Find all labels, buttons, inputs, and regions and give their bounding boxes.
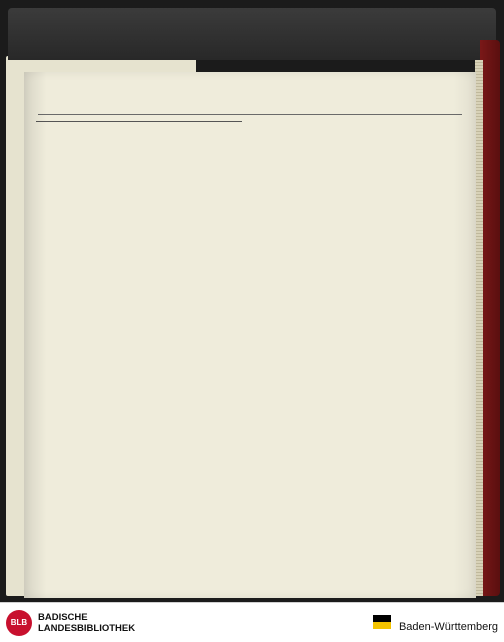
scanned-page [24,72,476,598]
library-name-line1: BADISCHE [38,612,88,623]
book-spine [480,40,500,596]
blb-logo[interactable]: BLB [6,610,32,636]
library-banner [0,602,504,642]
library-name[interactable] [38,612,135,634]
state-name: Baden-Württemberg [398,621,498,633]
text-column-left [36,118,242,586]
library-name-line2: LANDESBIBLIOTHEK [38,623,136,634]
running-header [38,100,462,115]
footnote [36,121,242,123]
page-edges [475,60,483,596]
state-brand[interactable] [399,615,498,631]
book-cover [8,8,496,60]
text-column-right [256,118,462,586]
baden-wuerttemberg-flag-icon [373,615,391,629]
